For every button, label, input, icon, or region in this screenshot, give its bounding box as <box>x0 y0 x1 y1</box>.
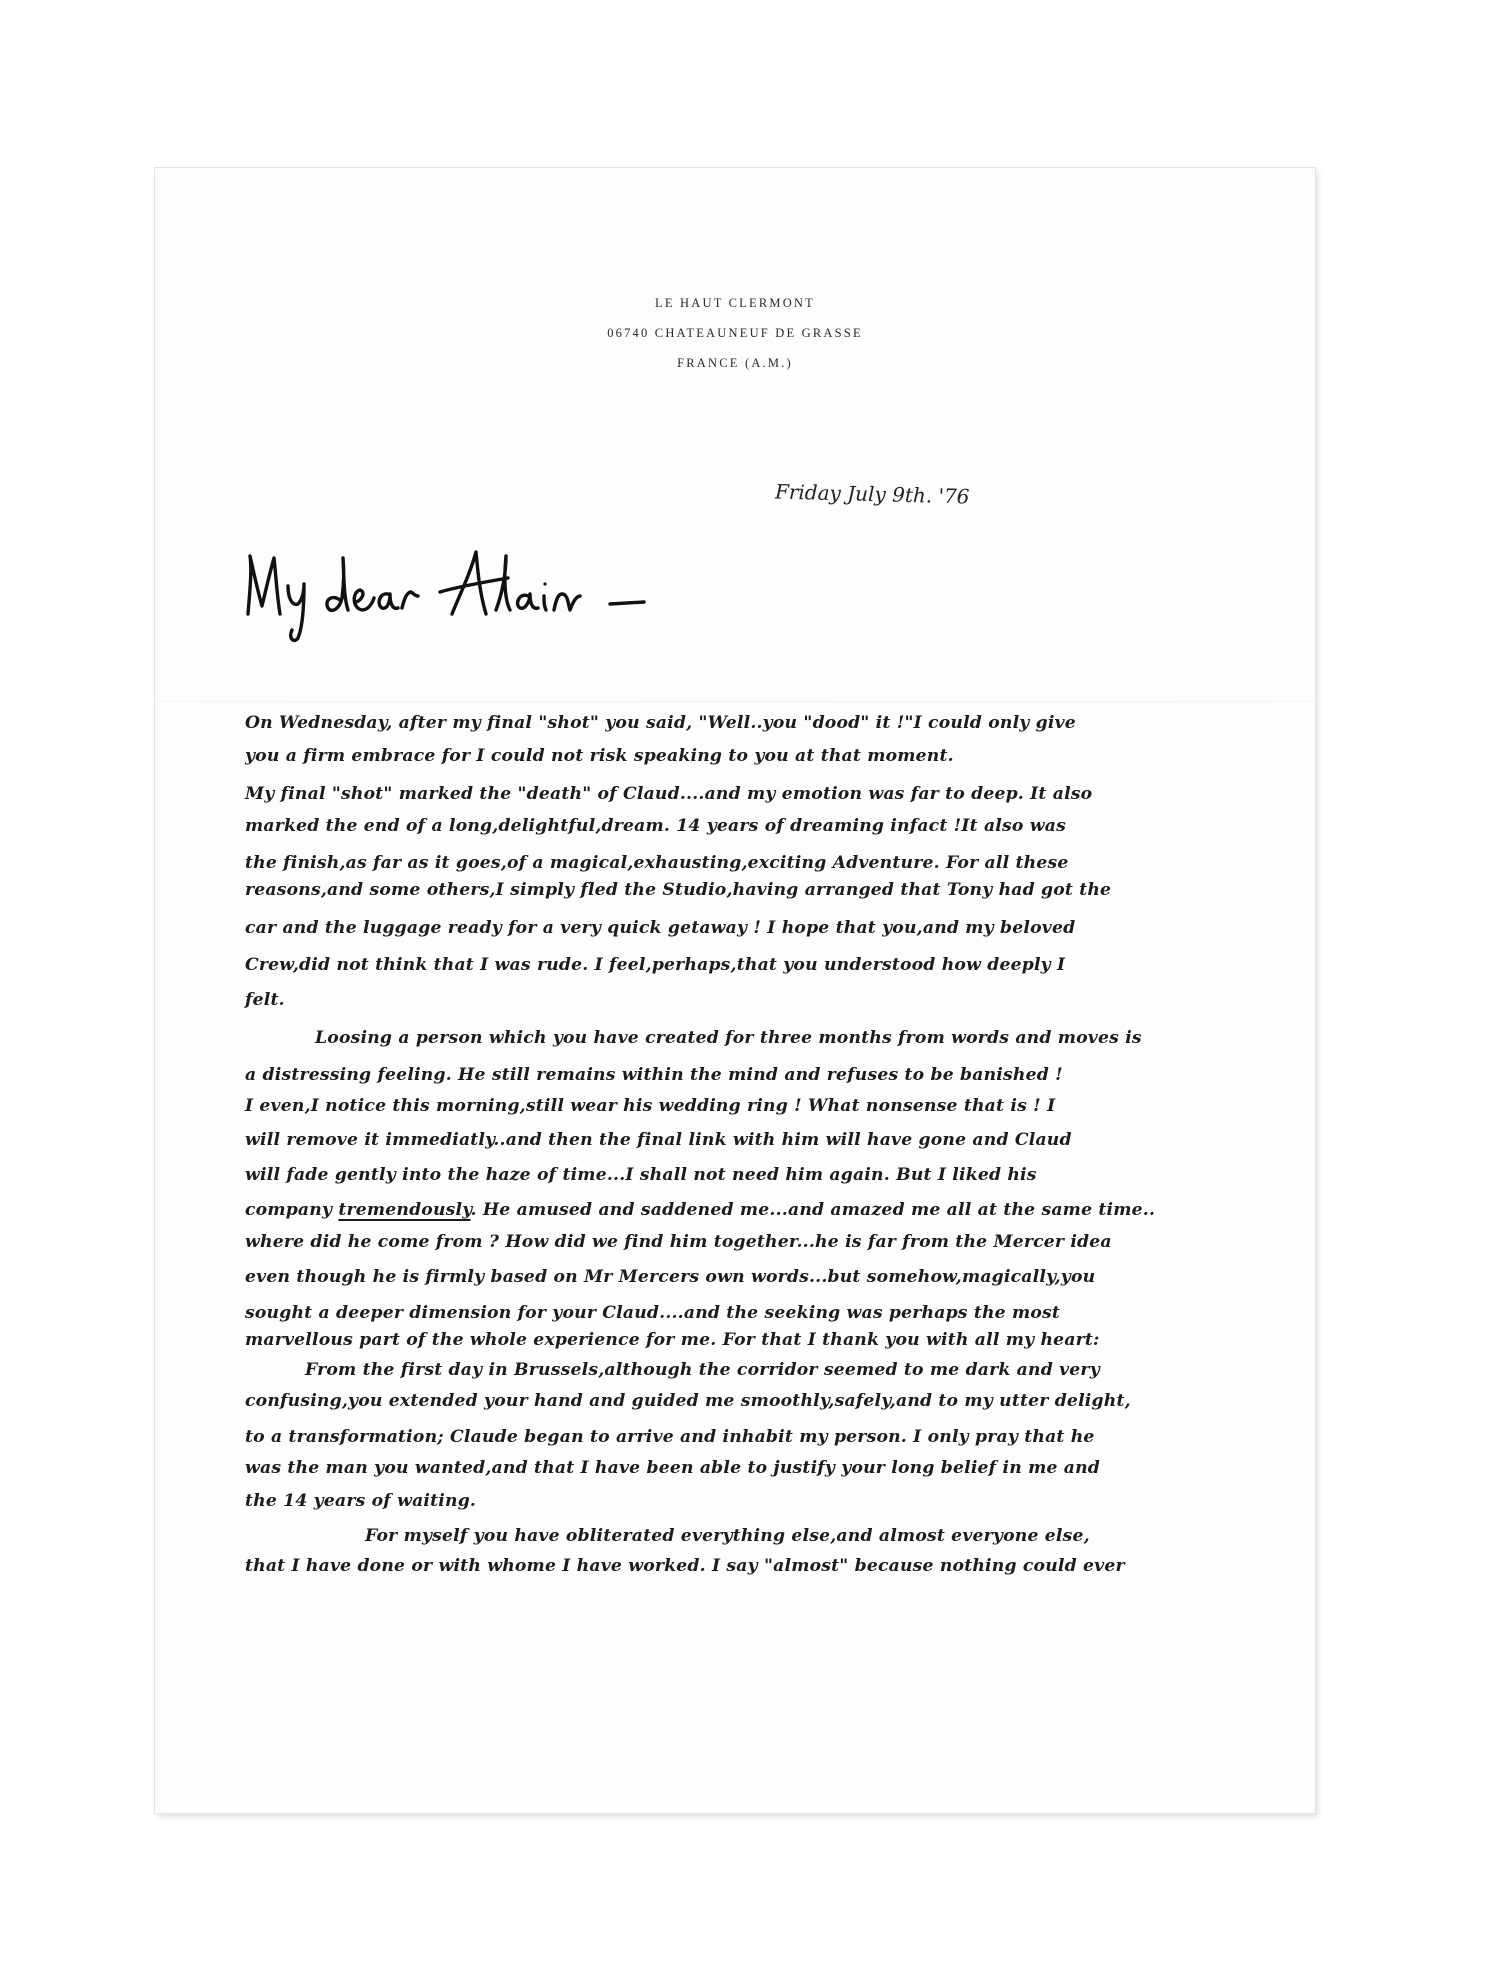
letterhead <box>155 288 1315 378</box>
letterhead-line-1: LE HAUT CLERMONT <box>655 296 815 310</box>
body-line: On Wednesday, after my final "shot" you said, "Well..you "dood" it !"I could only give <box>245 713 1076 733</box>
body-line: felt. <box>245 990 285 1010</box>
handwritten-salutation <box>240 534 670 644</box>
body-line: that I have done or with whome I have worked. I say "almost" because nothing could ever <box>245 1556 1125 1576</box>
letterhead-line-2: 06740 CHATEAUNEUF DE GRASSE <box>607 326 863 340</box>
body-line <box>245 1200 1155 1220</box>
body-line: sought a deeper dimension for your Claud....and the seeking was perhaps the most <box>245 1303 1061 1323</box>
body-text: . He amused and saddened me...and amazed me all at the same time.. <box>470 1200 1156 1220</box>
body-line: to a transformation; Claude began to arrive and inhabit my person. I only pray that he <box>245 1427 1095 1447</box>
body-line: For myself you have obliterated everything else,and almost everyone else, <box>365 1526 1090 1546</box>
body-line: you a firm embrace for I could not risk speaking to you at that moment. <box>245 746 954 766</box>
underlined-word: tremendously <box>338 1200 471 1220</box>
body-line: was the man you wanted,and that I have been able to justify your long belief in me and <box>245 1458 1101 1478</box>
letterhead-line-3: FRANCE (A.M.) <box>677 356 793 370</box>
body-line: the 14 years of waiting. <box>245 1491 477 1511</box>
body-line: a distressing feeling. He still remains within the mind and refuses to be banished ! <box>245 1065 1063 1085</box>
body-line: will remove it immediatly..and then the final link with him will have gone and Claud <box>245 1130 1072 1150</box>
body-line: confusing,you extended your hand and guided me smoothly,safely,and to my utter delight, <box>245 1391 1131 1411</box>
body-text: company <box>245 1200 333 1220</box>
body-line: reasons,and some others,I simply fled the Studio,having arranged that Tony had got the <box>245 880 1112 900</box>
body-line: Crew,did not think that I was rude. I feel,perhaps,that you understood how deeply I <box>245 955 1066 975</box>
body-line: marvellous part of the whole experience for me. For that I thank you with all my heart: <box>245 1330 1100 1350</box>
letter-sheet <box>155 168 1315 1813</box>
body-line: will fade gently into the haze of time...I shall not need him again. But I liked his <box>245 1165 1037 1185</box>
body-line: car and the luggage ready for a very quick getaway ! I hope that you,and my beloved <box>245 918 1076 938</box>
body-line: Loosing a person which you have created for three months from words and moves is <box>315 1028 1142 1048</box>
body-line: My final "shot" marked the "death" of Claud....and my emotion was far to deep. It also <box>245 784 1093 804</box>
body-line: marked the end of a long,delightful,dream. 14 years of dreaming infact !It also was <box>245 816 1066 836</box>
body-line: even though he is firmly based on Mr Mercers own words...but somehow,magically,you <box>245 1267 1096 1287</box>
body-line: From the first day in Brussels,although the corridor seemed to me dark and very <box>305 1360 1100 1380</box>
body-line: where did he come from ? How did we find him together...he is far from the Mercer idea <box>245 1232 1112 1252</box>
body-line: I even,I notice this morning,still wear his wedding ring ! What nonsense that is ! I <box>245 1096 1056 1116</box>
body-line: the finish,as far as it goes,of a magical,exhausting,exciting Adventure. For all these <box>245 853 1069 873</box>
fold-crease <box>155 701 1315 702</box>
letter-date: Friday July 9th. '76 <box>774 479 970 509</box>
